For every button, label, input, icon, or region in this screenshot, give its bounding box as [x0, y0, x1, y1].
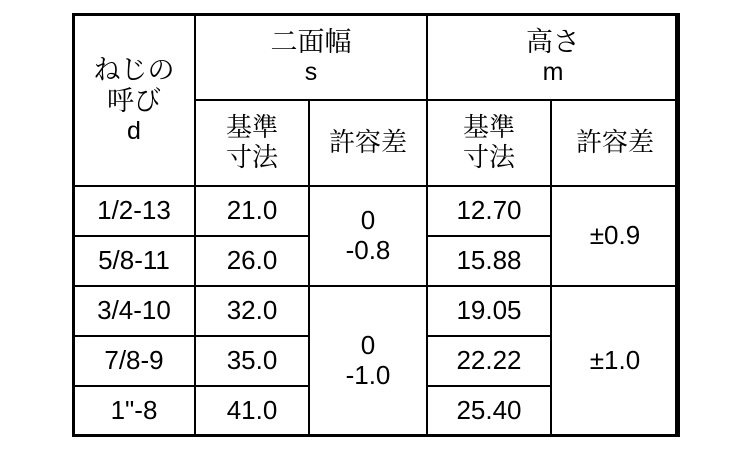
dimension-table	[72, 13, 680, 437]
cell-s-basic: 21.0	[195, 186, 309, 236]
cell-s-tolerance: 0 -1.0	[309, 286, 427, 436]
header-width-across-flats: 二面幅 s	[195, 14, 427, 100]
cell-thread-size: 3/4-10	[73, 286, 195, 336]
cell-s-basic: 32.0	[195, 286, 309, 336]
cell-thread-size: 1"-8	[73, 386, 195, 436]
table-row	[73, 286, 679, 336]
header-s-tolerance: 許容差	[309, 100, 427, 186]
cell-s-tolerance: 0 -0.8	[309, 186, 427, 286]
cell-m-tolerance: ±0.9	[551, 186, 679, 286]
table-row	[73, 186, 679, 236]
table-header-row-group	[73, 14, 679, 100]
cell-thread-size: 1/2-13	[73, 186, 195, 236]
header-m-basic-dimension: 基準 寸法	[427, 100, 551, 186]
header-m-tolerance: 許容差	[551, 100, 679, 186]
cell-m-basic: 19.05	[427, 286, 551, 336]
cell-m-basic: 12.70	[427, 186, 551, 236]
cell-m-basic: 15.88	[427, 236, 551, 286]
cell-s-basic: 41.0	[195, 386, 309, 436]
cell-m-tolerance: ±1.0	[551, 286, 679, 436]
cell-thread-size: 5/8-11	[73, 236, 195, 286]
cell-m-basic: 25.40	[427, 386, 551, 436]
cell-s-basic: 35.0	[195, 336, 309, 386]
header-height: 高さ m	[427, 14, 679, 100]
cell-thread-size: 7/8-9	[73, 336, 195, 386]
cell-m-basic: 22.22	[427, 336, 551, 386]
cell-s-basic: 26.0	[195, 236, 309, 286]
header-s-basic-dimension: 基準 寸法	[195, 100, 309, 186]
header-thread-designation: ねじの 呼び d	[73, 14, 195, 186]
